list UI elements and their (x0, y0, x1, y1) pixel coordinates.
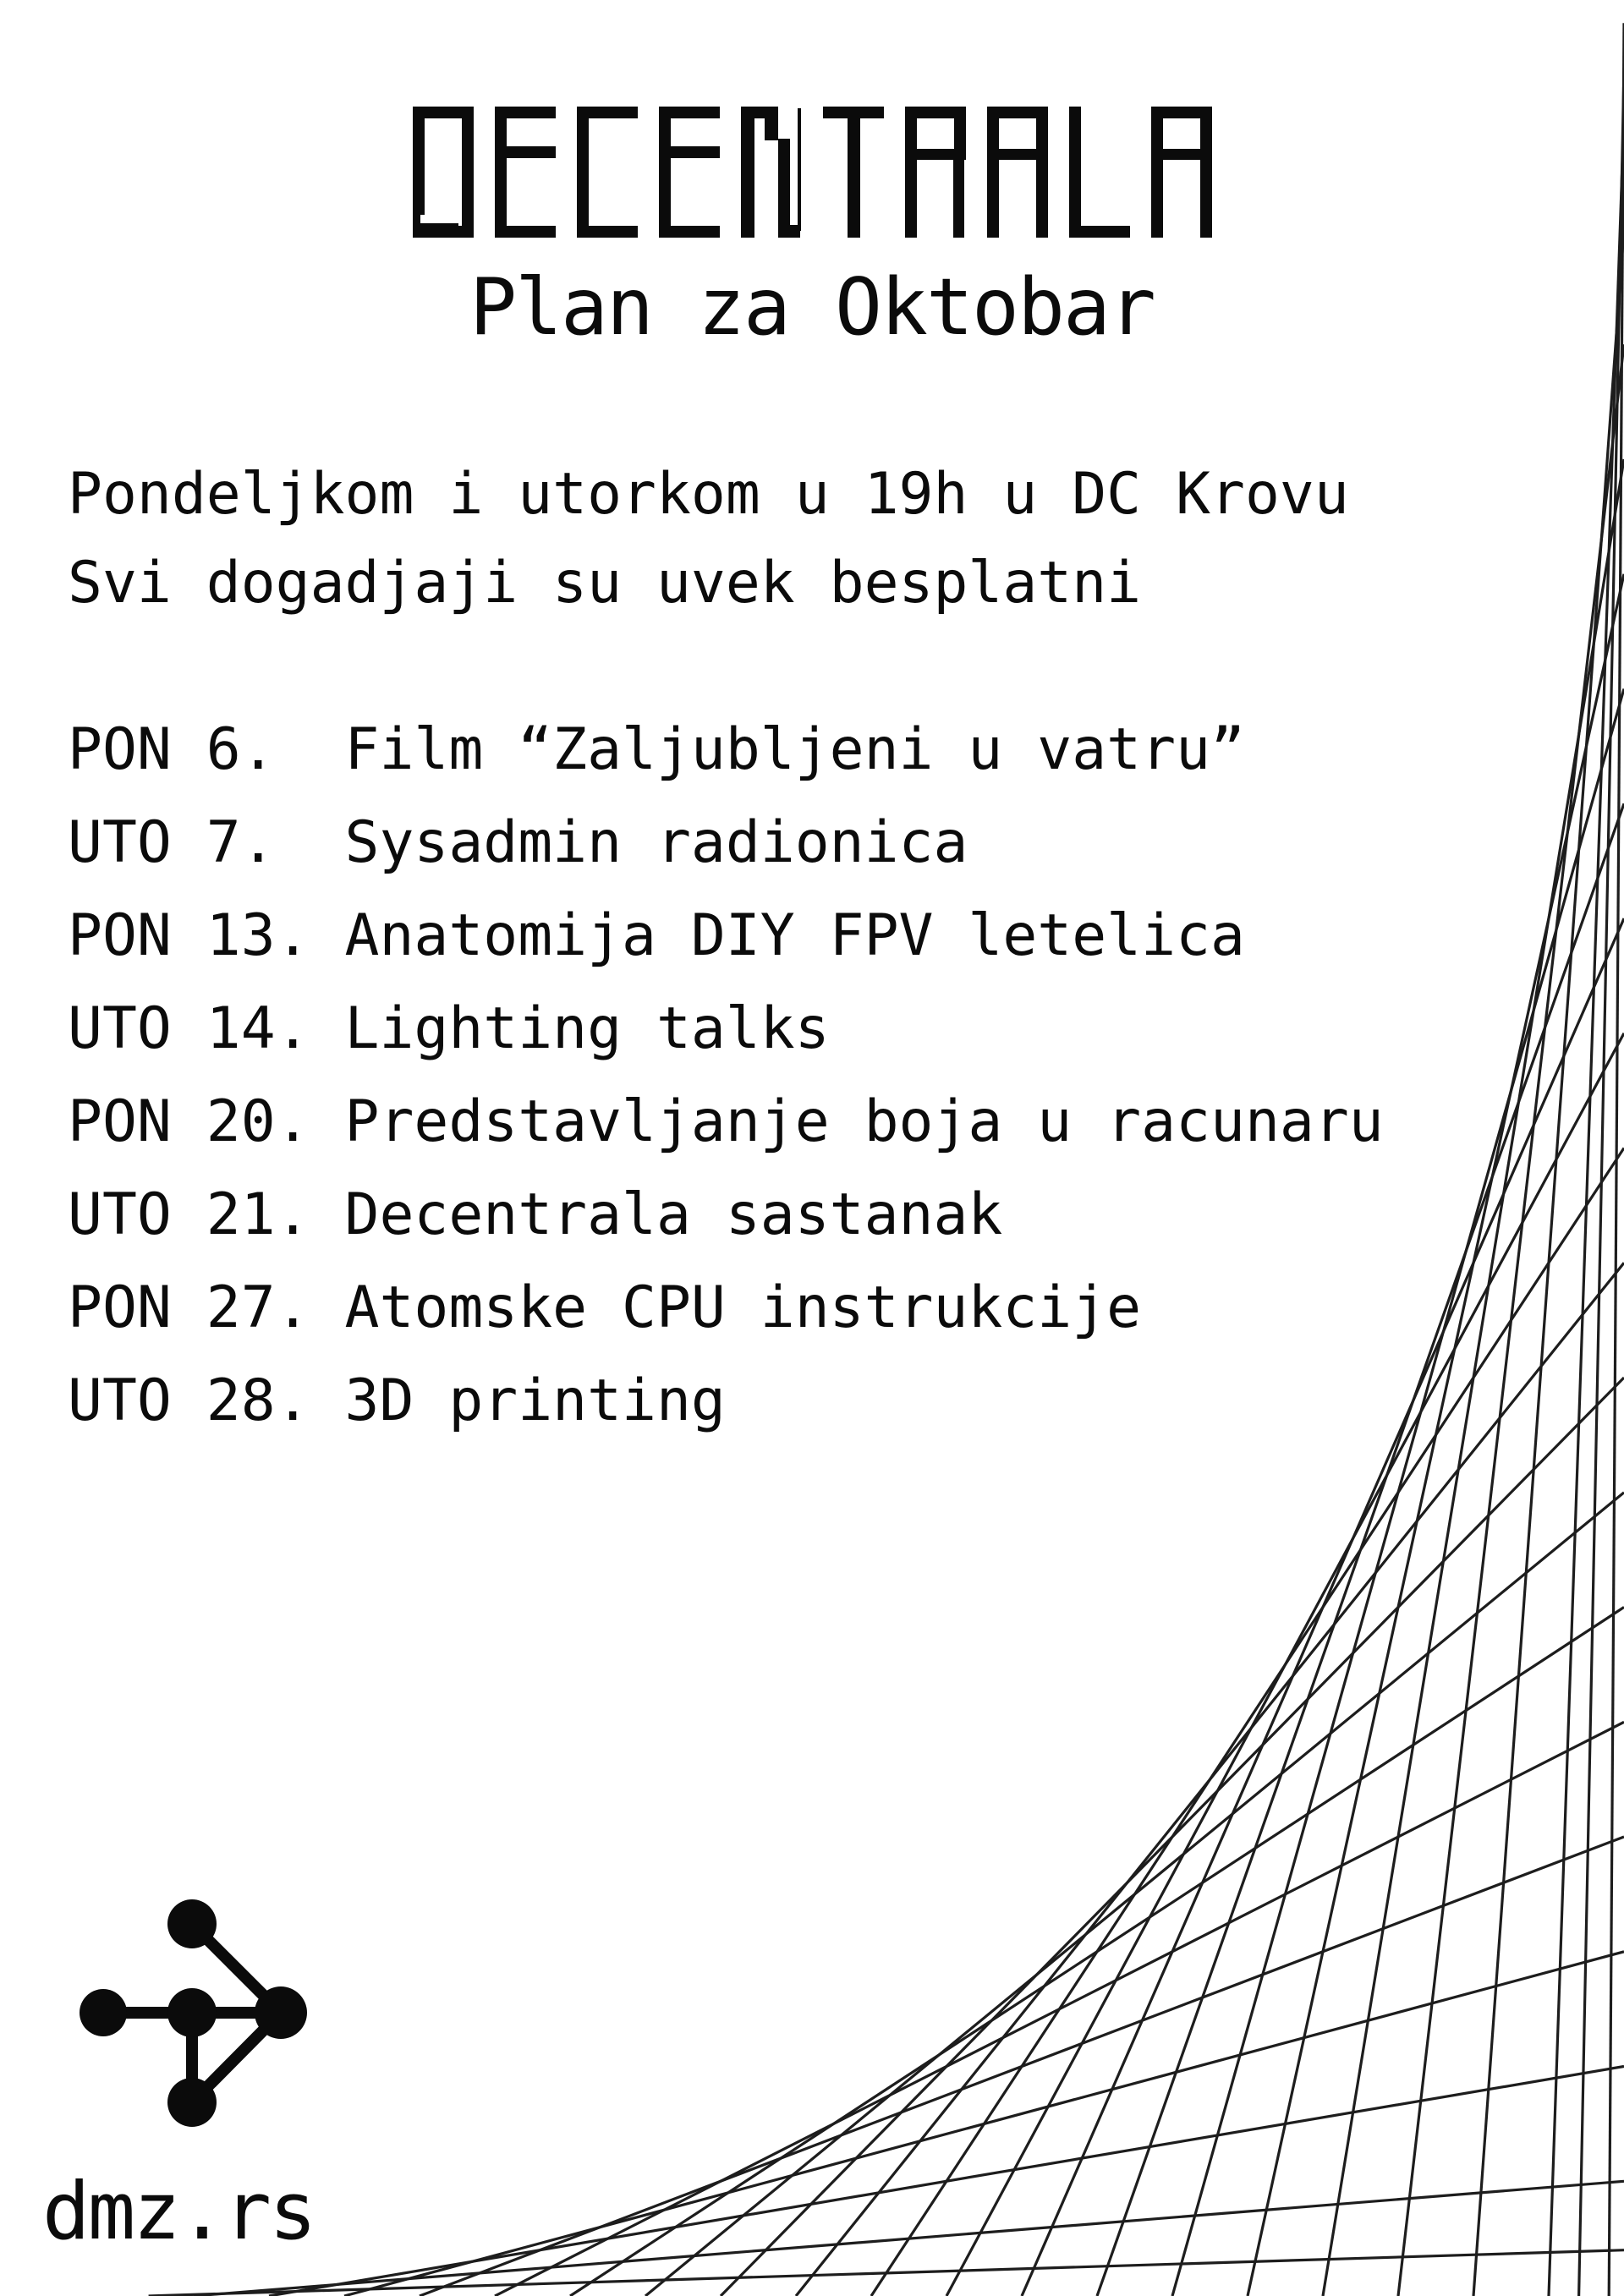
event-name: Film “Zaljubljeni u vatru” (344, 716, 1245, 783)
event-name: Anatomija DIY FPV letelica (344, 902, 1245, 969)
event-day-date: PON 13. (68, 902, 310, 969)
event-name: Sysadmin radionica (344, 809, 968, 876)
intro-text (68, 450, 1349, 627)
title-letter (413, 107, 474, 238)
event-day-date: UTO 28. (68, 1367, 310, 1434)
title-letter (741, 107, 801, 238)
intro-line: Svi dogadjaji su uvek besplatni (68, 550, 1142, 616)
dmz-network-logo-icon (51, 1884, 321, 2146)
event-name: Atomske CPU instrukcije (344, 1274, 1142, 1341)
event-row (68, 704, 1384, 797)
logo-node (167, 2078, 217, 2127)
title-letter (905, 107, 966, 238)
logo-node (80, 1989, 127, 2036)
logo-node (167, 1899, 217, 1948)
title-wordmark (413, 107, 1212, 238)
pattern-line (1398, 344, 1624, 2296)
event-row (68, 1355, 1384, 1448)
event-day-date: UTO 21. (68, 1181, 310, 1248)
event-name: Lighting talks (344, 995, 830, 1062)
event-name: 3D printing (344, 1367, 726, 1434)
intro-line: Pondeljkom i utorkom u 19h u DC Krovu (68, 461, 1349, 528)
pattern-line (1473, 230, 1624, 2296)
event-schedule (68, 704, 1384, 1448)
event-row (68, 1076, 1384, 1169)
title-letter (1151, 107, 1212, 238)
title-letter (495, 107, 556, 238)
event-name: Decentrala sastanak (344, 1181, 1003, 1248)
logo-node (255, 1986, 307, 2039)
event-day-date: PON 20. (68, 1088, 310, 1155)
event-name: Predstavljanje boja u racunaru (344, 1088, 1384, 1155)
event-row (68, 1262, 1384, 1355)
title-letter (823, 107, 884, 238)
title-letter (659, 107, 720, 238)
event-row (68, 890, 1384, 983)
event-row (68, 983, 1384, 1076)
title-letter (987, 107, 1048, 238)
website-text: dmz.rs (42, 2166, 315, 2258)
logo-node (167, 1988, 217, 2037)
title-letter (577, 107, 638, 238)
title-letter (1069, 107, 1130, 238)
event-row (68, 797, 1384, 890)
event-day-date: PON 27. (68, 1274, 310, 1341)
event-day-date: UTO 14. (68, 995, 310, 1062)
event-day-date: PON 6. (68, 716, 276, 783)
event-day-date: UTO 7. (68, 809, 276, 876)
event-row (68, 1169, 1384, 1262)
poster-subtitle: Plan za Oktobar (469, 261, 1155, 353)
